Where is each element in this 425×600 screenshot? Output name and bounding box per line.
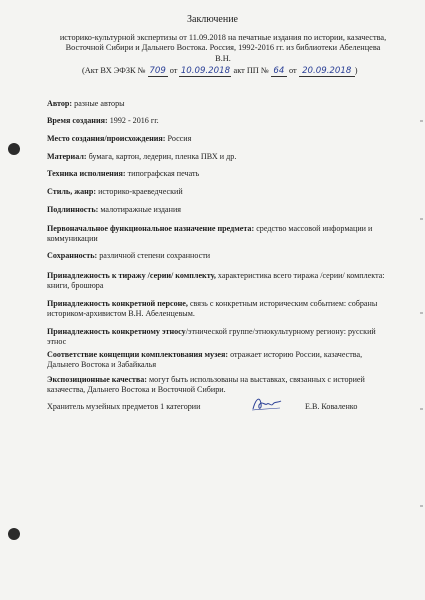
act-number-1: 709 [149, 66, 166, 76]
field-person [47, 299, 392, 320]
act-reference [82, 66, 382, 77]
field-label: Экспозиционные качества: [47, 375, 148, 384]
intro-line-1: историко-культурной экспертизы от 11.09.2018 на печатные издания по истории, казачества, [59, 33, 387, 42]
edge-mark [420, 505, 423, 507]
field-value: Россия [167, 134, 192, 143]
field-style-genre [47, 187, 392, 197]
field-value: характеристика всего тиража /серии/ комплекта: книги, брошюра [47, 271, 385, 291]
field-label: Первоначальное функциональное назначение предмета: [47, 224, 255, 233]
field-ethnos [47, 327, 392, 348]
field-label: Подлинность: [47, 205, 99, 214]
field-label: Сохранность: [47, 251, 98, 260]
act-mid: акт ПП № [233, 66, 269, 75]
field-value: бумага, картон, ледерин, пленка ПВХ и др. [88, 152, 237, 161]
field-value: разные авторы [74, 99, 125, 108]
binder-hole-top [8, 143, 20, 155]
act-date-1: 10.09.2018 [180, 66, 231, 76]
edge-mark [420, 312, 423, 314]
field-value: малотиражные издания [100, 205, 182, 214]
field-label: Автор: [47, 99, 73, 108]
field-label: Соответствие концепции комплектования музея: [47, 350, 229, 359]
signature-name: Е.В. Коваленко [305, 402, 358, 411]
act-from-1: от [169, 66, 178, 75]
signature-block [47, 402, 392, 411]
act-prefix: (Акт ВХ ЭФЗК № [82, 66, 146, 75]
field-preservation [47, 251, 392, 261]
act-suffix: ) [354, 66, 358, 75]
act-date-2: 20.09.2018 [299, 66, 355, 77]
field-value: 1992 - 2016 гг. [109, 116, 159, 125]
field-museum-concept [47, 350, 392, 371]
field-label: Техника исполнения: [47, 169, 126, 178]
edge-mark [420, 218, 423, 220]
act-from-2: от [288, 66, 297, 75]
field-value: средство массовой информации и коммуникации [47, 224, 373, 244]
field-label: Место создания/происхождения: [47, 134, 166, 143]
document-title: Заключение [187, 14, 238, 25]
field-creation-time [47, 116, 392, 126]
edge-mark [420, 120, 423, 122]
field-exhibition-qualities [47, 375, 392, 396]
field-label: Материал: [47, 152, 87, 161]
binder-hole-bottom [8, 528, 20, 540]
field-value: различной степени сохранности [99, 251, 211, 260]
signature-position: Хранитель музейных предметов 1 категории [47, 402, 201, 411]
field-value: типографская печать [127, 169, 200, 178]
field-label: Принадлежность конкретной персоне, [47, 299, 188, 308]
field-value: могут быть использованы на выставках, связанных с историей казачества, Дальнего Востока и Восточной Сибири. [47, 375, 365, 395]
field-value: связь с конкретным историческим событием: собраны историком-архивистом В.Н. Абеленцевым. [47, 299, 378, 319]
document-intro [58, 33, 388, 64]
edge-mark [420, 408, 423, 410]
act-number-2: 64 [271, 66, 287, 77]
field-value: отражает историю России, казачества, Дальнего Востока и Забайкалья [47, 350, 363, 370]
field-label: Принадлежность к тиражу /серии/ комплекту, [47, 271, 216, 280]
field-authenticity [47, 205, 392, 215]
field-creation-place [47, 134, 392, 144]
field-value: /этнической группе/этнокультурному региону: русский этнос [47, 327, 376, 347]
field-author [47, 99, 392, 109]
field-technique [47, 169, 392, 179]
field-label: Время создания: [47, 116, 108, 125]
field-original-purpose [47, 224, 392, 245]
field-label: Принадлежность конкретному этносу [47, 327, 186, 336]
intro-line-2: Восточной Сибири и Дальнего Востока. Россия, 1992-2016 гг. из библиотеки Абеленцева В.Н. [65, 43, 381, 63]
field-value: историко-краеведческий [98, 187, 183, 196]
field-material [47, 152, 392, 162]
field-edition-series [47, 271, 392, 292]
handwritten-signature [250, 394, 284, 414]
field-label: Стиль, жанр: [47, 187, 97, 196]
